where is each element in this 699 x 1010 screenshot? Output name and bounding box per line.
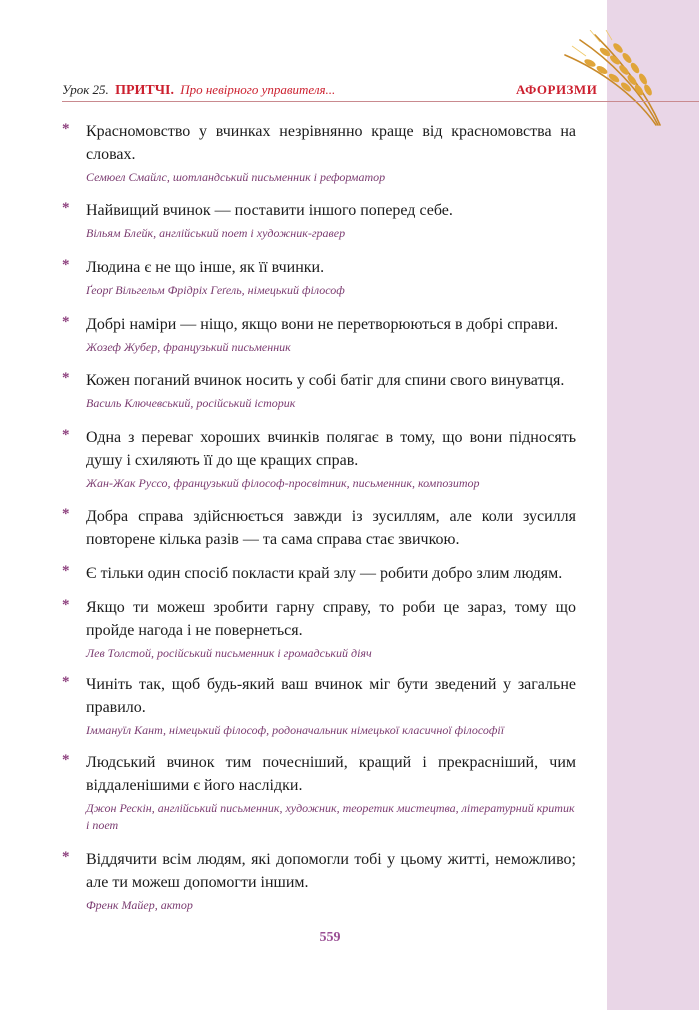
side-band: [607, 0, 699, 1010]
bullet-icon: *: [62, 370, 70, 386]
quote-item: [62, 369, 576, 412]
quote-item: [62, 562, 576, 585]
quote-text: Людина є не що інше, як її вчинки.: [86, 259, 325, 276]
bullet-icon: *: [62, 849, 70, 865]
bullet-icon: *: [62, 427, 70, 443]
quote-item: [62, 120, 576, 186]
lesson-title: ПРИТЧІ.: [115, 83, 174, 98]
quote-text: Найвищий вчинок — поставити іншого поперед себе.: [86, 202, 453, 219]
bullet-icon: *: [62, 597, 70, 613]
quote-item: [62, 199, 576, 242]
section-title: АФОРИЗМИ: [516, 82, 598, 97]
quote-item: [62, 256, 576, 299]
quote-author: Жозеф Жубер, французький письменник: [86, 340, 291, 354]
quote-text: Красномовство у вчинках незрівнянно краще від красномовства на словах.: [86, 123, 576, 163]
quote-text: Добрі наміри — ніщо, якщо вони не перетворюються в добрі справи.: [86, 316, 559, 333]
header-lesson-line: [62, 82, 335, 99]
quote-author: Василь Ключевський, російський історик: [86, 396, 296, 410]
quote-item: [62, 505, 576, 551]
quote-item: [62, 848, 576, 914]
page-header: [62, 80, 699, 102]
quote-author: Ґеорґ Вільгельм Фрідріх Геґель, німецький філософ: [86, 283, 345, 297]
quote-text: Одна з переваг хороших вчинків полягає в тому, що вони підносять душу і схиляють її до ще кращих справ.: [86, 429, 576, 469]
bullet-icon: *: [62, 506, 70, 522]
bullet-icon: *: [62, 314, 70, 330]
bullet-icon: *: [62, 200, 70, 216]
header-divider: [62, 101, 699, 102]
quote-author: Іммануїл Кант, німецький філософ, родоначальник німецької класичної філософії: [86, 723, 505, 737]
bullet-icon: *: [62, 752, 70, 768]
quote-author: Семюел Смайлс, шотландський письменник і реформатор: [86, 170, 386, 184]
quote-item: [62, 596, 576, 662]
quote-author: Джон Рескін, англійський письменник, художник, теоретик мистецтва, літературний критик і поет: [86, 801, 575, 832]
bullet-icon: *: [62, 563, 70, 579]
quote-item: [62, 673, 576, 739]
quote-author: Френк Майер, актор: [86, 898, 193, 912]
quote-text: Віддячити всім людям, які допомогли тобі у цьому житті, неможливо; але ти можеш допомогти іншим.: [86, 851, 576, 891]
quote-author: Лев Толстой, російський письменник і громадський діяч: [86, 646, 372, 660]
lesson-label: Урок 25.: [62, 82, 109, 97]
bullet-icon: *: [62, 674, 70, 690]
bullet-icon: *: [62, 121, 70, 137]
quote-text: Якщо ти можеш зробити гарну справу, то роби це зараз, тому що пройде нагода і не повернеться.: [86, 599, 576, 639]
quote-item: [62, 313, 576, 356]
page-number: 559: [319, 930, 341, 945]
quote-text: Кожен поганий вчинок носить у собі батіг для спини свого винуватця.: [86, 372, 565, 389]
lesson-subtitle: Про невірного управителя...: [180, 82, 336, 97]
quote-text: Є тільки один спосіб покласти край злу — робити добро злим людям.: [86, 565, 563, 582]
quote-item: [62, 751, 576, 834]
quote-text: Добра справа здійснюється завжди із зусиллям, але коли зусилля повторене кілька разів — та сама справа стає звичкою.: [86, 508, 576, 548]
quote-author: Жан-Жак Руссо, французький філософ-просвітник, письменник, композитор: [86, 476, 480, 490]
quote-text: Чиніть так, щоб будь-який ваш вчинок міг бути зведений у загальне правило.: [86, 676, 576, 716]
quote-author: Вільям Блейк, англійський поет і художник-гравер: [86, 226, 346, 240]
bullet-icon: *: [62, 257, 70, 273]
quote-text: Людський вчинок тим почесніший, кращий і прекрасніший, чим віддаленішими є його наслідки.: [86, 754, 576, 794]
quote-item: [62, 426, 576, 492]
